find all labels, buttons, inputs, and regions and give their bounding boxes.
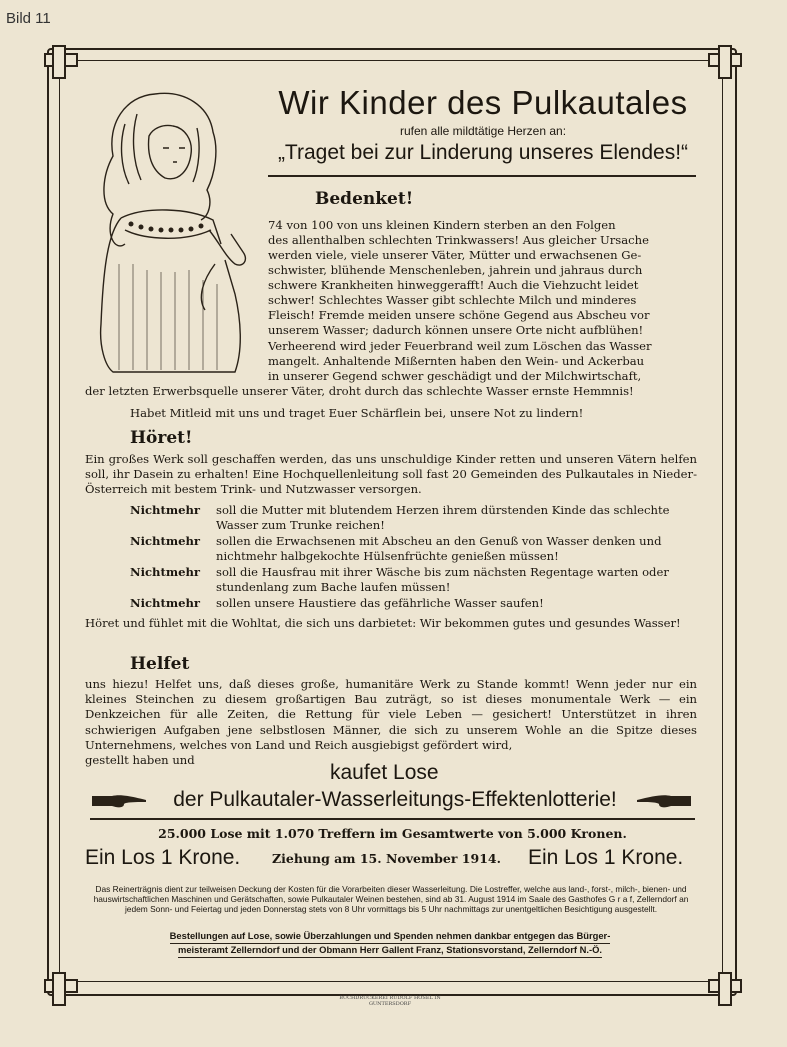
- praying-child-illustration: [85, 84, 260, 376]
- text-line: in unserer Gegend schwer geschädigt und der Milchwirtschaft,: [268, 369, 642, 383]
- heading-helfet: Helfet: [130, 654, 190, 674]
- fineprint-text: Das Reinerträgnis dient zur teilweisen Deckung der Kosten für die Vorarbeiten dieser Wasserleitung. Die Lostreffer, welche aus land-, forst-, milch-, bienen- und hauswirtschaftlichen Maschinen und Gerätschaften, sowie Pulkautaler Weinen bestehen, sind ab 31. August 1914 im Saale des Gasthofes G r a f, Zellerndorf an jedem Sonn- und Feiertag und jeden Donnerstag stets von 8 Uhr vormittags bis 5 Uhr nachmittags zur unentgeltlichen Besichtigung ausgestellt.: [93, 884, 689, 914]
- nichtmehr-label: Nichtmehr: [130, 565, 201, 579]
- text-line: Verheerend wird jeder Feuerbrand weil zum Löschen das Wasser: [268, 339, 652, 353]
- nichtmehr-text: sollen unsere Haustiere das gefährliche Wasser saufen!: [216, 596, 544, 610]
- orders-line-2: meisteramt Zellerndorf und der Obmann Herr Gallent Franz, Stationsvorstand, Zellerndorf N.-Ö.: [178, 944, 602, 958]
- orders-line-1: Bestellungen auf Lose, sowie Überzahlungen und Spenden nehmen dankbar entgegen das Bürger-: [170, 930, 611, 944]
- pointing-hand-icon: [635, 790, 693, 812]
- text-line: unserem Wasser; dadurch können unsere Orte nicht aufblühen!: [268, 323, 644, 337]
- heading-bedenket: Bedenket!: [315, 189, 414, 209]
- nichtmehr-label: Nichtmehr: [130, 534, 201, 548]
- helfet-last-line: gestellt haben und: [85, 753, 195, 767]
- divider-line: [90, 818, 695, 820]
- corner-ornament: [718, 972, 732, 1006]
- text-line: schwere Krankheiten hinweggerafft! Auch die Viehzucht leidet: [268, 278, 639, 292]
- draw-date: Ziehung am 15. November 1914.: [272, 851, 501, 866]
- pointing-hand-icon: [90, 790, 148, 812]
- text-line: schwer! Schlechtes Wasser gibt schlechte Milch und minderes: [268, 293, 637, 307]
- nichtmehr-text: soll die Hausfrau mit ihrer Wäsche bis zum nächsten Regentage warten oder stundenlang zum Bache laufen müssen!: [216, 565, 669, 595]
- text-line: 74 von 100 von uns kleinen Kindern sterben an den Folgen: [268, 218, 616, 232]
- appeal-text: Habet Mitleid mit uns und traget Euer Schärflein bei, unsere Not zu lindern!: [130, 406, 584, 420]
- text-line: des allenthalben schlechten Trinkwassers! Aus gleicher Ursache: [268, 233, 649, 247]
- image-label: Bild 11: [6, 10, 51, 27]
- poster-title: Wir Kinder des Pulkautales: [278, 84, 688, 121]
- kaufet-lose: kaufet Lose: [330, 761, 439, 784]
- heading-horet: Höret!: [130, 428, 193, 448]
- corner-ornament: [718, 45, 732, 79]
- nichtmehr-label: Nichtmehr: [130, 503, 201, 517]
- printer-imprint: BUCHDRUCKEREI RUDOLF HÖSEL IN GUNTERSDORF: [339, 995, 441, 1007]
- price-right: Ein Los 1 Krone.: [528, 846, 684, 869]
- text-line: schwister, blühende Menschenleben, jahrein und jahraus durch: [268, 263, 643, 277]
- nichtmehr-text: sollen die Erwachsenen mit Abscheu an den Genuß von Wasser denken und nichtmehr halbgekochte Hülsenfrüchte genießen müssen!: [216, 534, 662, 564]
- prize-info: 25.000 Lose mit 1.070 Treffern im Gesamtwerte von 5.000 Kronen.: [158, 826, 627, 841]
- lottery-name: der Pulkautaler-Wasserleitungs-Effektenlotterie!: [173, 788, 617, 811]
- divider-line: [268, 175, 696, 177]
- nichtmehr-label: Nichtmehr: [130, 596, 201, 610]
- poster-slogan: „Traget bei zur Linderung unseres Elendes!“: [277, 141, 689, 164]
- price-left: Ein Los 1 Krone.: [85, 846, 241, 869]
- horet-closing: Höret und fühlet mit die Wohltat, die sich uns darbietet: Wir bekommen gutes und gesundes Wasser!: [85, 616, 681, 630]
- text-line: Fleisch! Fremde meiden unsere schöne Gegend aus Abscheu vor: [268, 308, 650, 322]
- nichtmehr-text: soll die Mutter mit blutendem Herzen ihrem dürstenden Kinde das schlechte Wasser zum Trunke reichen!: [216, 503, 670, 533]
- orders-info: [130, 929, 650, 957]
- corner-ornament: [52, 45, 66, 79]
- corner-ornament: [52, 972, 66, 1006]
- text-line: der letzten Erwerbsquelle unserer Väter, droht durch das schlechte Wasser ernste Hemmnis!: [85, 384, 634, 398]
- poster-subtitle: rufen alle mildtätige Herzen an:: [399, 124, 567, 138]
- text-line: mangelt. Anhaltende Mißernten haben den Wein- und Ackerbau: [268, 354, 645, 368]
- helfet-paragraph: uns hiezu! Helfet uns, daß dieses große, humanitäre Werk zu Stande kommt! Wenn jeder nur ein kleines Steinchen zu diesem großartigen Bau zuträgt, so ist dieses monumentale Werk — ein Denkzeichen für alle Zeiten, die Rettung für viele Leben — gesichert! Unterstützet in ihren schwierigen Aufgaben jene selbstlosen Männer, die sich zu unserem Wohle an die Spitze dieses Unternehmens, welches von Land und Reich ausgiebigst gefördert wird,: [85, 677, 697, 752]
- text-line: werden viele, viele unserer Väter, Mütter und erwachsenen Ge-: [268, 248, 642, 262]
- horet-paragraph: Ein großes Werk soll geschaffen werden, das uns unschuldige Kinder retten und unseren Vätern helfen soll, ihr Dasein zu erhalten! Eine Hochquellenleitung soll fast 20 Gemeinden des Pulkautales in Nieder-Österreich mit bestem Trink- und Nutzwasser versorgen.: [85, 452, 697, 497]
